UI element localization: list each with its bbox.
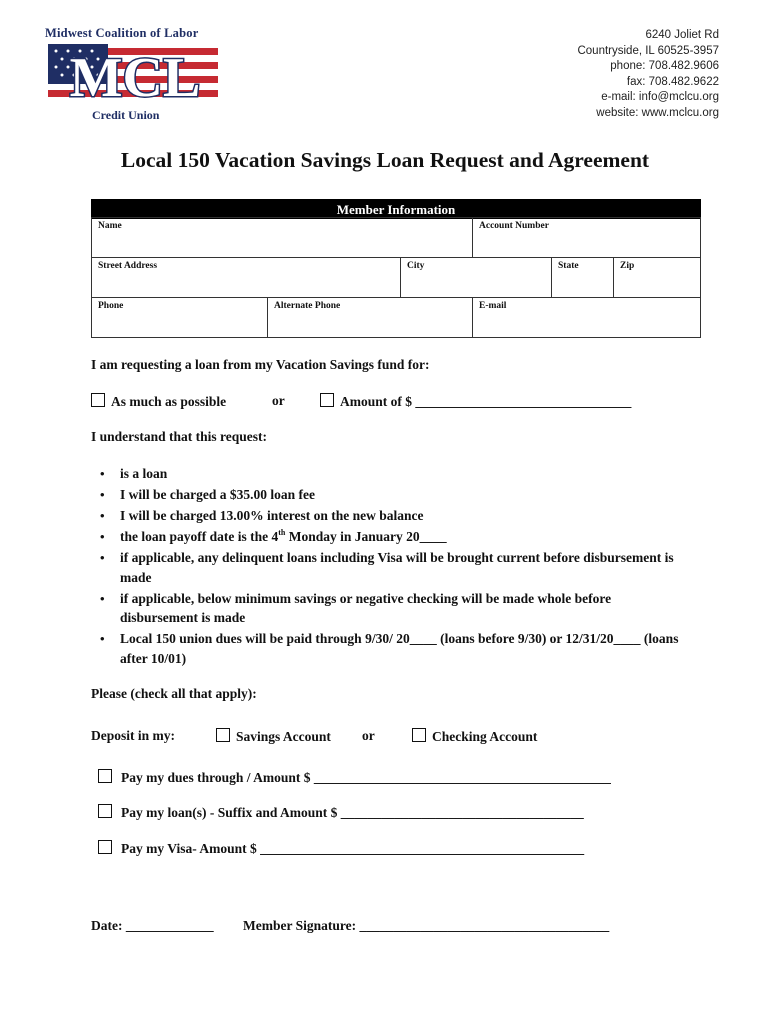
- dues-label: Pay my dues through / Amount $ ____________________________________________: [121, 770, 611, 785]
- visa-label: Pay my Visa- Amount $ ________________________________________________: [121, 841, 585, 856]
- list-item: [100, 527, 690, 547]
- contact-email: e-mail: info@mclcu.org: [601, 91, 719, 103]
- city-label: City: [407, 261, 425, 271]
- savings-row[interactable]: [216, 728, 331, 745]
- dues-checkbox[interactable]: [98, 769, 112, 783]
- logo-mark: MCL: [69, 47, 201, 104]
- city-field[interactable]: [400, 257, 552, 298]
- payoff-text: the loan payoff date is the 4: [120, 529, 279, 544]
- deposit-label: Deposit in my:: [91, 728, 175, 743]
- checking-row[interactable]: [412, 728, 537, 745]
- list-item: • if applicable, below minimum savings or negative checking will be made whole before disbursement is made: [100, 589, 690, 628]
- list-item: • I will be charged a $35.00 loan fee: [100, 485, 690, 505]
- account-number-label: Account Number: [479, 221, 549, 231]
- member-info-header: Member Information: [91, 199, 701, 219]
- state-field[interactable]: [551, 257, 614, 298]
- member-info-table: [91, 199, 701, 338]
- name-label: Name: [98, 221, 122, 231]
- contact-website: website: www.mclcu.org: [596, 106, 719, 119]
- street-address-label: Street Address: [98, 261, 158, 271]
- contact-city: Countryside, IL 60525-3957: [577, 44, 719, 57]
- visa-row[interactable]: [98, 840, 584, 857]
- email-label: E-mail: [479, 301, 507, 311]
- request-heading: I am requesting a loan from my Vacation Savings fund for:: [91, 357, 430, 372]
- option-amount-row[interactable]: [320, 393, 631, 410]
- state-label: State: [558, 261, 579, 271]
- contact-fax: fax: 708.482.9622: [626, 75, 719, 88]
- name-field[interactable]: [91, 217, 473, 258]
- request-or: or: [272, 393, 285, 408]
- option-max-checkbox[interactable]: [91, 393, 105, 407]
- logo-sub-name: Credit Union: [92, 108, 160, 122]
- option-amount-checkbox[interactable]: [320, 393, 334, 407]
- phone-label: Phone: [98, 301, 124, 311]
- phone-field[interactable]: [91, 297, 268, 338]
- loans-label: Pay my loan(s) - Suffix and Amount $ ____________________________________: [121, 805, 584, 820]
- option-max-label: As much as possible: [111, 394, 227, 409]
- understand-list: [100, 464, 690, 670]
- list-item: • Local 150 union dues will be paid through 9/30/ 20____ (loans before 9/30) or 12/31/20____ (loans after 10/01): [100, 629, 690, 668]
- list-item: • if applicable, any delinquent loans including Visa will be brought current before disbursement is made: [100, 548, 690, 587]
- street-address-field[interactable]: [91, 257, 401, 298]
- member-signature-field[interactable]: Member Signature: _____________________________________: [243, 918, 610, 933]
- contact-block: [577, 28, 719, 121]
- list-item: • is a loan: [100, 464, 690, 484]
- contact-street: 6240 Joliet Rd: [645, 29, 719, 41]
- visa-checkbox[interactable]: [98, 840, 112, 854]
- list-item: • I will be charged 13.00% interest on the new balance: [100, 506, 690, 526]
- email-field[interactable]: [472, 297, 701, 338]
- option-amount-label: Amount of $ ________________________________: [340, 394, 632, 409]
- date-field[interactable]: Date: _____________: [91, 918, 214, 933]
- account-number-field[interactable]: [472, 217, 701, 258]
- understand-heading: I understand that this request:: [91, 429, 268, 444]
- page-title: Local 150 Vacation Savings Loan Request and Agreement: [120, 148, 650, 172]
- zip-field[interactable]: [613, 257, 701, 298]
- checking-checkbox[interactable]: [412, 728, 426, 742]
- checking-label: Checking Account: [432, 729, 538, 744]
- payoff-text-end: Monday in January 20____: [285, 529, 447, 544]
- dues-row[interactable]: [98, 769, 611, 786]
- deposit-or: or: [362, 728, 375, 743]
- logo-org-name: Midwest Coalition of Labor: [45, 26, 199, 40]
- alternate-phone-label: Alternate Phone: [274, 301, 341, 311]
- option-max-row[interactable]: [91, 393, 226, 410]
- mcl-flag-logo: [48, 44, 218, 104]
- loans-row[interactable]: [98, 804, 584, 821]
- please-heading: Please (check all that apply):: [91, 686, 257, 701]
- zip-label: Zip: [620, 261, 635, 271]
- payoff-sup: th: [278, 528, 286, 537]
- savings-label: Savings Account: [236, 729, 331, 744]
- alternate-phone-field[interactable]: [267, 297, 473, 338]
- savings-checkbox[interactable]: [216, 728, 230, 742]
- contact-phone: phone: 708.482.9606: [610, 60, 719, 72]
- loans-checkbox[interactable]: [98, 804, 112, 818]
